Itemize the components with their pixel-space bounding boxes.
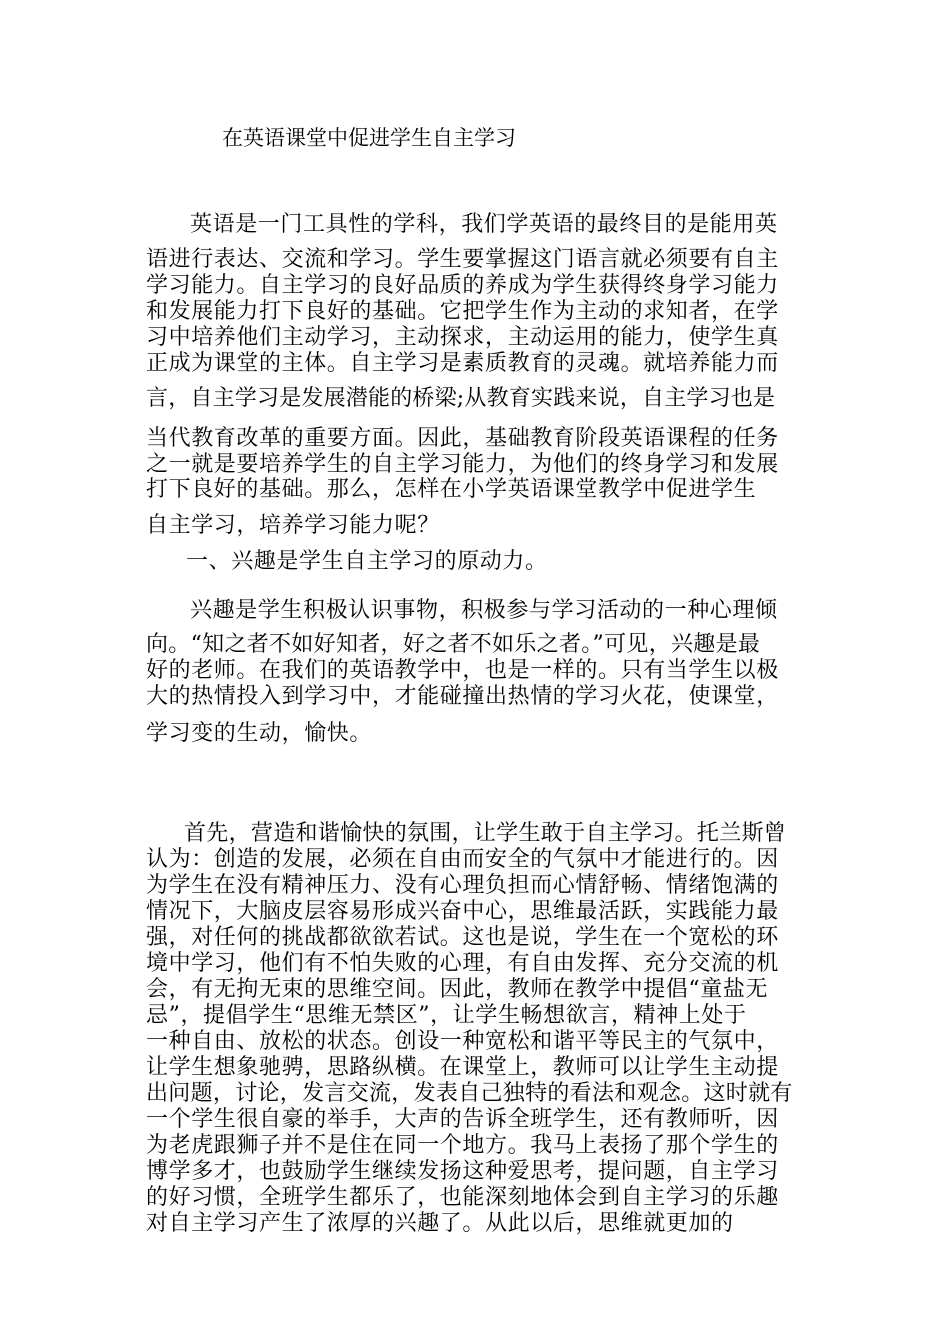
text-line: 好的老师。在我们的英语教学中，也是一样的。只有当学生以极 <box>146 658 779 683</box>
text-line: 出问题，讨论，发言交流，发表自己独特的看法和观念。这时就有 <box>146 1081 793 1106</box>
text-line: 首先，营造和谐愉快的氛围，让学生敢于自主学习。托兰斯曾 <box>184 821 787 846</box>
text-line: 大的热情投入到学习中，才能碰撞出热情的学习火花，使课堂， <box>146 684 779 709</box>
text-line: 认为：创造的发展，必须在自由而安全的气氛中才能进行的。因 <box>146 847 779 872</box>
text-line: 境中学习，他们有不怕失败的心理，有自由发挥、充分交流的机 <box>146 951 779 976</box>
text-line: 正成为课堂的主体。自主学习是素质教育的灵魂。就培养能力而 <box>146 351 779 376</box>
text-line: 强，对任何的挑战都欲欲若试。这也是说，学生在一个宽松的环 <box>146 925 779 950</box>
text-line: 学习能力。自主学习的良好品质的养成为学生获得终身学习能力 <box>146 273 779 298</box>
document-title: 在英语课堂中促进学生自主学习 <box>222 126 516 150</box>
text-line: 让学生想象驰骋，思路纵横。在课堂上，教师可以让学生主动提 <box>146 1055 779 1080</box>
text-line: 忌”，提倡学生“思维无禁区”，让学生畅想欲言，精神上处于 <box>146 1003 747 1028</box>
text-line: 和发展能力打下良好的基础。它把学生作为主动的求知者，在学 <box>146 299 779 324</box>
text-line: 之一就是要培养学生的自主学习能力，为他们的终身学习和发展 <box>146 452 779 477</box>
text-line: 当代教育改革的重要方面。因此，基础教育阶段英语课程的任务 <box>146 426 779 451</box>
text-line: 学习变的生动，愉快。 <box>146 721 373 746</box>
text-line: 的好习惯，全班学生都乐了，也能深刻地体会到自主学习的乐趣 <box>146 1185 779 1210</box>
section-heading: 一、兴趣是学生自主学习的原动力。 <box>186 549 548 574</box>
text-line: 英语是一门工具性的学科，我们学英语的最终目的是能用英 <box>190 212 778 237</box>
text-line: 自主学习，培养学习能力呢？ <box>146 513 440 538</box>
text-line: 一种自由、放松的状态。创设一种宽松和谐平等民主的气氛中， <box>146 1029 779 1054</box>
text-line: 向。“知之者不如好知者，好之者不如乐之者。”可见，兴趣是最 <box>146 632 761 657</box>
text-line: 语进行表达、交流和学习。学生要掌握这门语言就必须要有自主 <box>146 247 779 272</box>
text-line: 习中培养他们主动学习，主动探求，主动运用的能力，使学生真 <box>146 325 779 350</box>
text-line: 一个学生很自豪的举手，大声的告诉全班学生，还有教师听，因 <box>146 1107 779 1132</box>
text-line: 对自主学习产生了浓厚的兴趣了。从此以后，思维就更加的 <box>146 1211 734 1236</box>
text-line: 为老虎跟狮子并不是住在同一个地方。我马上表扬了那个学生的 <box>146 1133 779 1158</box>
text-line: 为学生在没有精神压力、没有心理负担而心情舒畅、情绪饱满的 <box>146 873 779 898</box>
text-line: 言，自主学习是发展潜能的桥梁;从教育实践来说，自主学习也是 <box>146 386 776 411</box>
text-line: 兴趣是学生积极认识事物，积极参与学习活动的一种心理倾 <box>190 598 778 623</box>
text-line: 会，有无拘无束的思维空间。因此，教师在教学中提倡“童盐无 <box>146 977 769 1002</box>
text-line: 情况下，大脑皮层容易形成兴奋中心，思维最活跃，实践能力最 <box>146 899 779 924</box>
text-line: 博学多才，也鼓励学生继续发扬这种爱思考，提问题，自主学习 <box>146 1159 779 1184</box>
text-line: 打下良好的基础。那么，怎样在小学英语课堂教学中促进学生 <box>146 477 757 502</box>
